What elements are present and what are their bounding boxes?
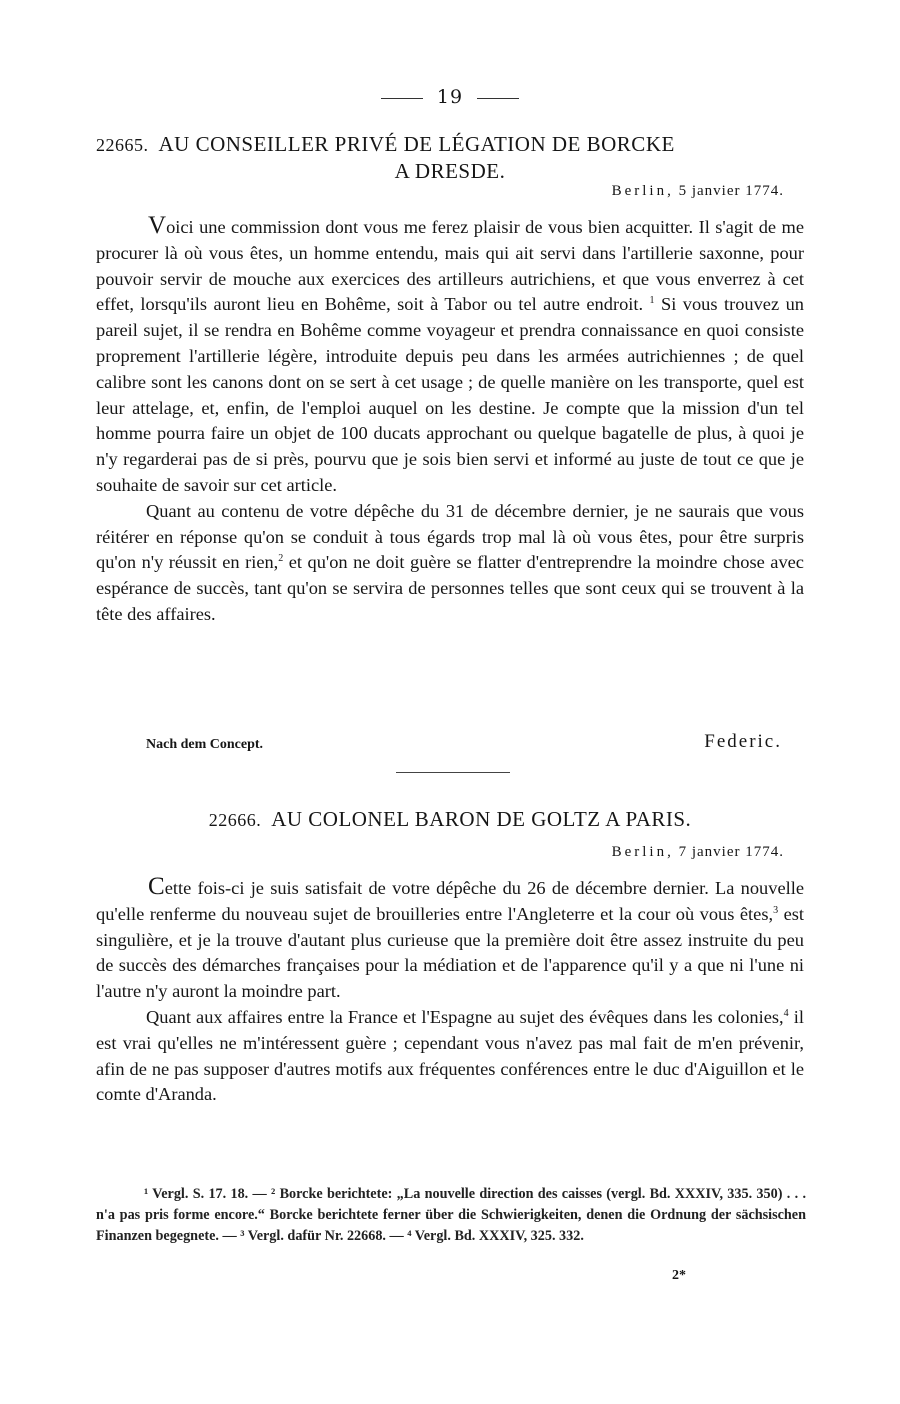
letter-2-title: AU COLONEL BARON DE GOLTZ A PARIS.: [271, 807, 692, 831]
letter-2-dateline: [612, 844, 784, 861]
footnote-ref-3: 3: [773, 904, 779, 916]
header-dash-left: [381, 98, 423, 99]
letter-1-dateline: [612, 183, 784, 200]
letter-2-paragraph-2: Quant aux affaires entre la France et l'Espagne au sujet des évêques dans les colonies,$^4$ il est vrai qu'elles ne m'intéressent guère ; cependant vous n'avez pas mal fait de m'en prévenir, afin de ne pas supposer d'autres motifs aux fréquentes conférences entre le duc d'Aiguillon et le comte d'Aranda.: [96, 1006, 804, 1105]
signature-mark: 2*: [672, 1268, 686, 1283]
letter-1-place: Berlin,: [611, 183, 674, 199]
page-number: 19: [436, 86, 464, 108]
footnotes: [96, 1184, 806, 1247]
footnotes-text: ¹ Vergl. S. 17. 18. — ² Borcke berichtete: „La nouvelle direction des caisses (vergl. Bd. XXXIV, 335. 350) . . . n'a pas pris forme encore.“ Borcke berichtete ferner über die Schwierigkeiten, denen die Ordnung der sächsischen Finanzen begegnete. — ³ Vergl. dafür Nr. 22668. — ⁴ Vergl. Bd. XXXIV, 325. 332.: [96, 1186, 806, 1244]
footnote-ref-2: 2: [278, 553, 284, 565]
letter-1-paragraph-2: Quant au contenu de votre dépêche du 31 de décembre dernier, je ne saurais que vous réitérer en réponse qu'on se conduit à tous égards trop mal là où vous êtes, pour être surpris qu'on n'y réussit en rien,$^2$ et qu'on ne doit guère se flatter d'entreprendre la moindre chose avec espérance de succès, tant qu'on se servira de personnes telles que sont ceux qui se trouvent à la tête des affaires.: [96, 500, 804, 624]
letter-1-heading: [96, 131, 804, 184]
letter-1-source-note: Nach dem Concept.: [146, 737, 264, 752]
letter-2-heading: [96, 806, 804, 833]
letter-2-body: [96, 874, 804, 1108]
letter-2-paragraph-1: Cette fois-ci je suis satisfait de votre dépêche du 26 de décembre dernier. La nouvelle qu'elle renferme du nouveau sujet de brouilleries entre l'Angleterre et la cour où vous êtes,$^3$ est singulière, et je la trouve d'autant plus curieuse que la première doit être assez instruite du peu de succès des démarches françaises pour la médiation et de l'apparence qu'il y a que ni l'une ni l'autre n'y auront la moindre part.: [96, 873, 804, 1002]
letter-1-paragraph-1: Voici une commission dont vous me ferez plaisir de vous bien acquitter. Il s'agit de me procurer là où vous êtes, un homme entendu, mais qui ait servi dans l'artillerie saxonne, pour pouvoir servir de mouche aux exercices des artilleurs autrichiens, et que vous enverrez à cet effet, lorsqu'ils auront lieu en Bohême, soit à Tabor ou tel autre endroit. $^1$ Si vous trouvez un pareil sujet, il se rendra en Bohême comme voyageur et prendra connaissance en quoi consiste proprement l'artillerie légère, introduite depuis peu dans les armées autrichiennes ; de quel calibre sont les canons dont on se sert à cet usage ; de quelle manière on les transporte, quel est leur attelage, et, enfin, de l'emploi auquel on les destine. Je compte que la mission d'un tel homme pourra faire un objet de 100 ducats approchant ou quelque bagatelle de plus, à quoi je n'y regarderai pas de si près, pourvu que je sois bien servi et informé au juste de tout ce que je souhaite de savoir sur cet article.: [96, 212, 804, 495]
letter-2-place: Berlin,: [611, 844, 674, 860]
letter-1-signature: Federic.: [704, 731, 782, 752]
page-header: [0, 86, 900, 108]
footnote-ref-1: 1: [649, 295, 655, 307]
letter-1-number: 22665.: [96, 135, 149, 155]
footnote-ref-4: 4: [783, 1007, 789, 1019]
letter-1-title-line1: AU CONSEILLER PRIVÉ DE LÉGATION DE BORCKE: [158, 132, 675, 156]
letter-1-date: 5 janvier 1774.: [678, 183, 784, 199]
header-dash-right: [477, 98, 519, 99]
letter-2-number: 22666.: [208, 810, 262, 830]
letter-2-date: 7 janvier 1774.: [678, 844, 784, 860]
letter-1-title-line2: A DRESDE.: [394, 159, 506, 183]
letter-1-body: [96, 213, 804, 628]
section-divider: [396, 772, 510, 773]
